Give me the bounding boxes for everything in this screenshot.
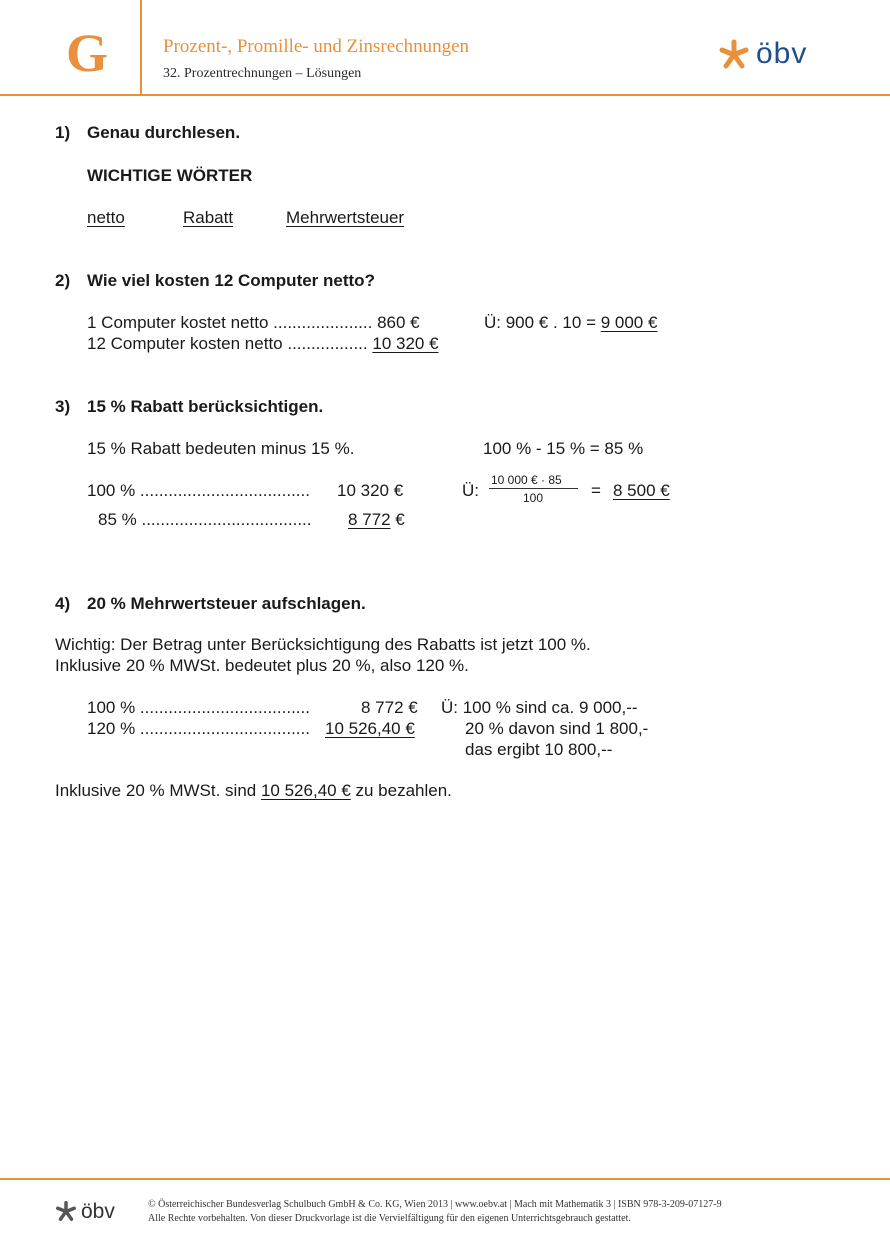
s3-row-1-value: 10 320 € (337, 481, 404, 500)
s4-row-1-value: 8 772 € (361, 698, 418, 717)
s4-check-3: das ergibt 10 800,-- (465, 740, 613, 759)
s3-check-equals: = (591, 481, 601, 500)
s4-check-2: 20 % davon sind 1 800,- (465, 719, 649, 738)
section-2-number: 2) (55, 271, 71, 290)
s3-check-label: Ü: (462, 481, 479, 500)
star-icon (55, 1200, 77, 1222)
keyword-rabatt: Rabatt (183, 208, 234, 227)
header-divider (0, 94, 890, 96)
s2-line-2-text: 12 Computer kosten netto ................. (87, 334, 373, 353)
s2-check-text: Ü: 900 € . 10 = (484, 313, 601, 332)
s3-fraction-numerator: 10 000 € · 85 (491, 473, 562, 487)
section-4-heading: 20 % Mehrwertsteuer aufschlagen. (87, 594, 366, 613)
section-2-heading: Wie viel kosten 12 Computer netto? (87, 271, 375, 290)
s4-row-2-value: 10 526,40 € (325, 719, 415, 738)
s4-final-text: Inklusive 20 % MWSt. sind (55, 781, 261, 800)
s3-fraction-denominator: 100 (523, 491, 544, 505)
page-subtitle: 32. Prozentrechnungen – Lösungen (163, 66, 362, 81)
s4-check-1: Ü: 100 % sind ca. 9 000,-- (441, 698, 638, 717)
important-words-heading: WICHTIGE WÖRTER (87, 166, 253, 185)
s4-final-value: 10 526,40 € (260, 781, 351, 800)
section-1-number: 1) (55, 123, 71, 142)
footer-copyright (148, 1198, 722, 1226)
s3-row-2-label: 85 % .................................... (98, 510, 312, 529)
section-1-heading: Genau durchlesen. (87, 123, 241, 142)
star-icon (718, 38, 750, 70)
s3-row-2-value-wrap (348, 511, 405, 528)
s2-check (484, 314, 657, 331)
footer-divider (0, 1178, 890, 1180)
footer-logo (55, 1200, 115, 1222)
s4-paragraph-2: Inklusive 20 % MWSt. bedeutet plus 20 %, also 120 %. (55, 656, 469, 675)
section-3-heading: 15 % Rabatt berücksichtigen. (87, 397, 324, 416)
s3-row-2-value: 8 772 (348, 510, 391, 529)
chapter-letter: G (66, 23, 109, 83)
s3-row-2-unit: € (395, 510, 405, 529)
s2-check-result: 9 000 € (600, 313, 658, 332)
s3-calc: 100 % - 15 % = 85 % (483, 439, 644, 458)
publisher-logo (718, 38, 807, 70)
s4-row-1-label: 100 % .................................... (87, 698, 310, 717)
footer-line-1: © Österreichischer Bundesverlag Schulbuch GmbH & Co. KG, Wien 2013 | www.oebv.at | Mach mit Mathematik 3 | ISBN 978-3-209-07127-9 (148, 1199, 722, 1210)
s2-line-2-result: 10 320 € (372, 334, 439, 353)
s2-line-1: 1 Computer kostet netto ..................... 860 € (87, 313, 420, 332)
footer-line-2: Alle Rechte vorbehalten. Von dieser Druckvorlage ist die Vervielfältigung für den eigenen Unterrichtsgebrauch gestattet. (148, 1213, 631, 1224)
s3-check-result: 8 500 € (613, 481, 670, 500)
footer-logo-text: öbv (81, 1199, 115, 1223)
s3-fraction-bar (489, 488, 578, 489)
s4-row-2-label: 120 % .................................... (87, 719, 310, 738)
s4-final-suffix: zu bezahlen. (350, 781, 452, 800)
s4-final (55, 782, 452, 799)
keyword-netto: netto (87, 208, 125, 227)
s4-paragraph-1: Wichtig: Der Betrag unter Berücksichtigung des Rabatts ist jetzt 100 %. (55, 635, 591, 654)
logo-text: öbv (756, 37, 808, 70)
section-4-number: 4) (55, 594, 71, 613)
section-3-number: 3) (55, 397, 71, 416)
keyword-mehrwertsteuer: Mehrwertsteuer (286, 208, 405, 227)
s2-line-2 (87, 335, 439, 352)
s3-row-1-label: 100 % .................................... (87, 481, 310, 500)
header-divider-vertical (140, 0, 142, 95)
page-title: Prozent-, Promille- und Zinsrechnungen (163, 36, 470, 57)
s3-intro: 15 % Rabatt bedeuten minus 15 %. (87, 439, 355, 458)
